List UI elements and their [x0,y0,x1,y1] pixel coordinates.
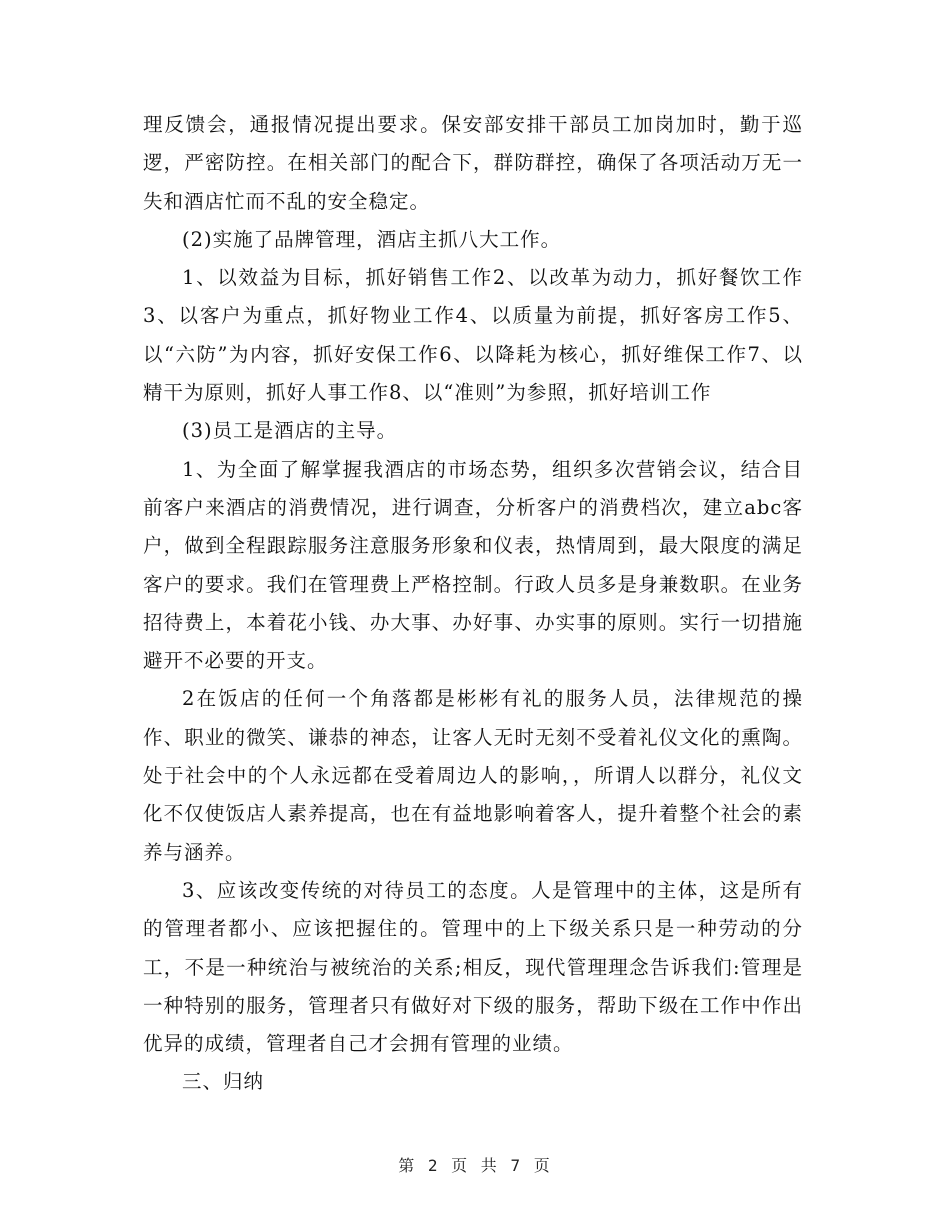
paragraph-staff-heading: (3)员工是酒店的主导。 [182,419,398,443]
paragraph-staff-attitude: 3、应该改变传统的对待员工的态度。人是管理中的主体，这是所有的管理者都小、应该把握住的。管理中的上下级关系只是一种劳动的分工，不是一种统治与被统治的关系;相反，现代管理理念告诉我们:管理是一种特别的服务，管理者只有做好对下级的服务，帮助下级在工作中作出优异的成绩，管理者自己才会拥有管理的业绩。 [143,878,803,1056]
paragraph-brand-management-heading: (2)实施了品牌管理，酒店主抓八大工作。 [182,227,562,251]
footer-current-page: 2 [427,1156,440,1175]
section-heading-summary: 三、归纳 [182,1070,265,1094]
paragraph-eight-tasks: 1、以效益为目标，抓好销售工作2、以改革为动力，抓好餐饮工作 3、以客户为重点，抓好物业工作4、以质量为前提，抓好客房工作5、以“六防”为内容，抓好安保工作6、以降耗为核心，抓好维保工作7、以精干为原则，抓好人事工作8、以“准则”为参照，抓好培训工作 [143,266,803,405]
footer-suffix: 页 [533,1156,552,1175]
document-body [143,106,803,1102]
paragraph-market-survey: 1、为全面了解掌握我酒店的市场态势，组织多次营销会议，结合目前客户来酒店的消费情况，进行调查，分析客户的消费档次，建立abc客户，做到全程跟踪服务注意服务形象和仪表，热情周到，最大限度的满足客户的要求。我们在管理费上严格控制。行政人员多是身兼数职。在业务招待费上，本着花小钱、办大事、办好事、办实事的原则。实行一切措施避开不必要的开支。 [143,457,803,673]
paragraph-security-summary: 理反馈会，通报情况提出要求。保安部安排干部员工加岗加时，勤于巡逻，严密防控。在相关部门的配合下，群防群控，确保了各项活动万无一失和酒店忙而不乱的安全稳定。 [143,113,803,213]
footer-prefix: 第 [398,1156,417,1175]
footer-total-pages: 7 [510,1156,523,1175]
page-number-footer [0,1153,950,1176]
paragraph-etiquette-culture: 2在饭店的任何一个角落都是彬彬有礼的服务人员，法律规范的操作、职业的微笑、谦恭的神态，让客人无时无刻不受着礼仪文化的熏陶。处于社会中的个人永远都在受着周边人的影响，，所谓人以群分，礼仪文化不仅使饭店人素养提高，也在有益地影响着客人，提升着整个社会的素养与涵养。 [143,687,803,864]
footer-middle: 页 共 [451,1156,499,1175]
